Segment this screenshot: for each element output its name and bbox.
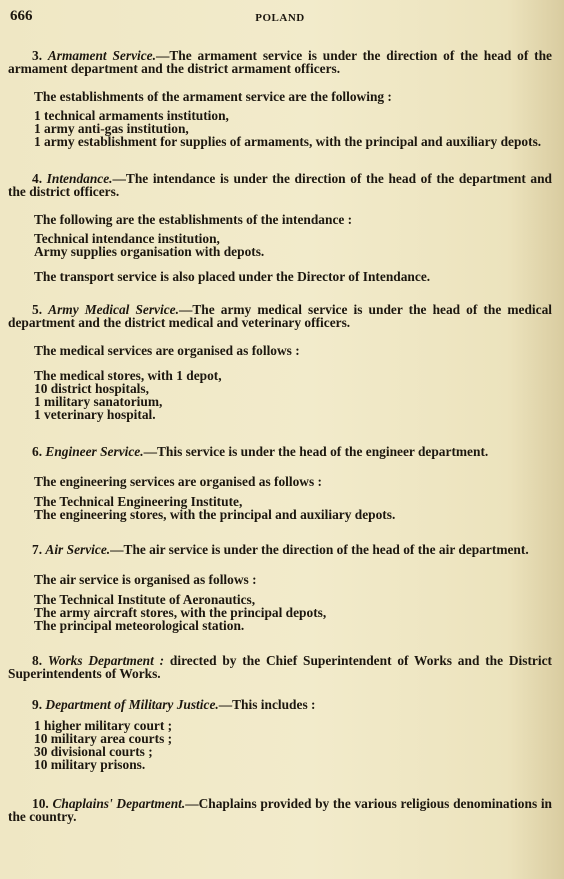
military-justice-list bbox=[8, 719, 552, 771]
section-heading: Engineer Service. bbox=[45, 444, 144, 459]
section-heading: Chaplains' Department. bbox=[52, 796, 186, 811]
establishment-list bbox=[8, 109, 552, 148]
list-item: The engineering stores, with the principal and auxiliary depots. bbox=[34, 507, 396, 522]
list-item: Army supplies organisation with depots. bbox=[34, 244, 265, 259]
section-heading: Department of Military Justice. bbox=[45, 697, 219, 712]
section-works-department bbox=[8, 654, 552, 680]
list-item: 1 army anti-gas institution, bbox=[34, 121, 189, 136]
section-text: —The armament service is under the direction of the head of the armament department and the district armament officers. bbox=[8, 48, 552, 76]
section-heading: Armament Service. bbox=[47, 48, 156, 63]
air-services-list bbox=[8, 593, 552, 632]
section-heading: Works Department : bbox=[47, 653, 165, 668]
section-number: 5. bbox=[32, 302, 43, 317]
section-note: The transport service is also placed under the Director of Intendance. bbox=[34, 269, 431, 284]
section-intro: The medical services are organised as follows : bbox=[34, 343, 300, 358]
section-air-service bbox=[8, 543, 552, 632]
list-item: The Technical Engineering Institute, bbox=[34, 494, 243, 509]
list-item: 1 veterinary hospital. bbox=[34, 407, 156, 422]
section-number: 10. bbox=[32, 796, 49, 811]
section-paragraph bbox=[8, 543, 552, 556]
section-intendance bbox=[8, 172, 552, 283]
list-item: 10 district hospitals, bbox=[34, 381, 149, 396]
section-text: —This includes : bbox=[218, 697, 316, 712]
list-item: The Technical Institute of Aeronautics, bbox=[34, 592, 256, 607]
section-intro: The following are the establishments of the intendance : bbox=[34, 212, 353, 227]
section-text: —The air service is under the direction of the head of the air department. bbox=[110, 542, 529, 557]
section-paragraph bbox=[8, 698, 552, 711]
section-text: directed by the Chief Superintendent of Works and the District Superintendents of Works. bbox=[8, 653, 552, 681]
section-heading: Air Service. bbox=[45, 542, 111, 557]
section-paragraph bbox=[8, 654, 552, 680]
list-item: 1 higher military court ; bbox=[34, 718, 173, 733]
list-item: 10 military area courts ; bbox=[34, 731, 173, 746]
section-military-justice bbox=[8, 698, 552, 771]
list-item: 1 technical armaments institution, bbox=[34, 108, 229, 123]
section-heading: Intendance. bbox=[46, 171, 113, 186]
section-heading: Army Medical Service. bbox=[48, 302, 179, 317]
medical-services-list bbox=[8, 369, 552, 421]
engineering-services-list bbox=[8, 495, 552, 521]
list-item: The medical stores, with 1 depot, bbox=[34, 368, 222, 383]
list-item: 30 divisional courts ; bbox=[34, 744, 153, 759]
list-item: Technical intendance institution, bbox=[34, 231, 220, 246]
section-number: 6. bbox=[32, 444, 43, 459]
section-armament-service bbox=[8, 49, 552, 148]
section-paragraph bbox=[8, 172, 552, 198]
section-number: 7. bbox=[32, 542, 43, 557]
section-army-medical-service bbox=[8, 303, 552, 421]
list-item: 10 military prisons. bbox=[34, 757, 146, 772]
section-intro: The establishments of the armament service are the following : bbox=[34, 89, 392, 104]
list-item: The principal meteorological station. bbox=[34, 618, 245, 633]
section-intro: The air service is organised as follows : bbox=[34, 572, 257, 587]
running-head: POLAND bbox=[255, 12, 305, 24]
section-text: —The army medical service is under the head of the medical department and the district medical and veterinary officers. bbox=[8, 302, 552, 330]
section-number: 8. bbox=[32, 653, 43, 668]
section-paragraph bbox=[8, 445, 552, 458]
list-item: 1 military sanatorium, bbox=[34, 394, 163, 409]
section-text: —Chaplains provided by the various religious denominations in the country. bbox=[8, 796, 552, 824]
section-engineer-service bbox=[8, 445, 552, 521]
section-paragraph bbox=[8, 49, 552, 75]
section-text: —The intendance is under the direction of the head of the department and the district officers. bbox=[8, 171, 552, 199]
page-header bbox=[8, 6, 552, 28]
section-text: —This service is under the head of the engineer department. bbox=[143, 444, 489, 459]
section-number: 3. bbox=[32, 48, 43, 63]
section-intro: The engineering services are organised as follows : bbox=[34, 474, 322, 489]
section-paragraph bbox=[8, 797, 552, 823]
establishment-list bbox=[8, 232, 552, 258]
page-number: 666 bbox=[10, 8, 33, 24]
section-number: 9. bbox=[32, 697, 43, 712]
section-paragraph bbox=[8, 303, 552, 329]
list-item: 1 army establishment for supplies of armaments, with the principal and auxiliary depots. bbox=[34, 134, 542, 149]
section-number: 4. bbox=[32, 171, 43, 186]
list-item: The army aircraft stores, with the principal depots, bbox=[34, 605, 327, 620]
section-chaplains-department bbox=[8, 797, 552, 823]
